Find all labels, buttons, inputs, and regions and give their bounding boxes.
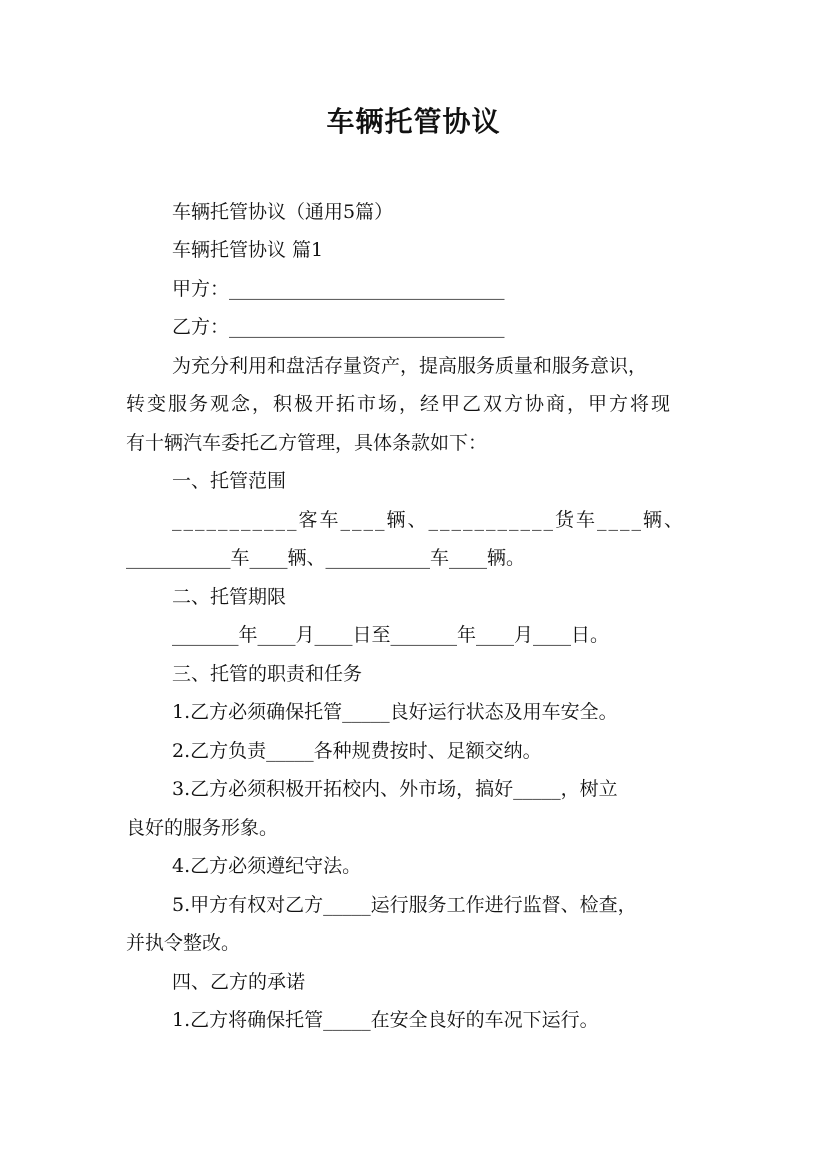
paragraph-line: 4.乙方必须遵纪守法。 — [172, 855, 362, 877]
paragraph-line: ___________车____辆、___________车____辆。 — [126, 547, 526, 569]
paragraph-line: 有十辆汽车委托乙方管理，具体条款如下： — [126, 432, 488, 454]
paragraph-line: 1.乙方将确保托管_____在安全良好的车况下运行。 — [172, 1009, 599, 1031]
subtitle: 车辆托管协议（通用5篇） — [172, 201, 394, 223]
paragraph-line: _______年____月____日至_______年____月____日。 — [172, 624, 610, 646]
clause-heading: 四、乙方的承诺 — [172, 971, 306, 993]
party-a-line: 甲方：_____________________________ — [172, 278, 505, 300]
section-heading: 车辆托管协议 篇1 — [172, 239, 324, 261]
clause-heading: 二、托管期限 — [172, 586, 287, 608]
paragraph-line: 1.乙方必须确保托管_____良好运行状态及用车安全。 — [172, 701, 618, 723]
clause-heading: 三、托管的职责和任务 — [172, 663, 363, 685]
paragraph-line: 良好的服务形象。 — [126, 817, 279, 839]
clause-heading: 一、托管范围 — [172, 470, 287, 492]
party-b-line: 乙方：_____________________________ — [172, 316, 505, 338]
paragraph-line: 2.乙方负责_____各种规费按时、足额交纳。 — [172, 740, 542, 762]
paragraph-line: 3.乙方必须积极开拓校内、外市场，搞好_____，树立 — [172, 778, 618, 800]
document-title: 车辆托管协议 — [326, 105, 501, 138]
paragraph-line: 并执令整改。 — [126, 932, 241, 954]
paragraph-line: ___________客车____辆、___________货车____辆、 — [172, 509, 686, 531]
paragraph-line: 转变服务观念，积极开拓市场，经甲乙双方协商，甲方将现 — [126, 393, 673, 415]
paragraph-line: 为充分利用和盘活存量资产，提高服务质量和服务意识， — [172, 355, 648, 377]
paragraph-line: 5.甲方有权对乙方_____运行服务工作进行监督、检查， — [172, 894, 637, 916]
